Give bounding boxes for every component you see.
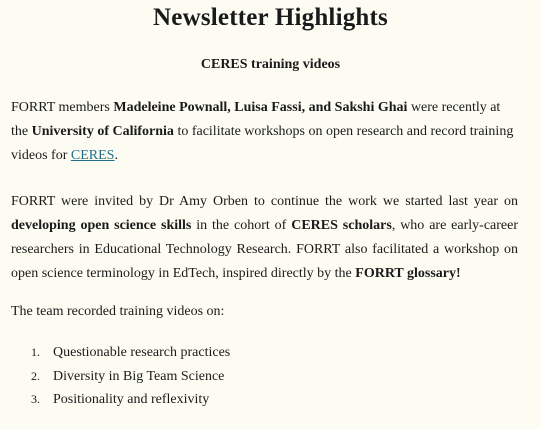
list-text: Questionable research practices [53,345,231,360]
video-topics-list [11,341,511,412]
text: . [114,148,118,163]
list-text: Diversity in Big Team Science [53,368,225,384]
bold-glossary: FORRT glossary! [355,266,461,281]
paragraph-workshops [11,96,518,168]
list-number: 2. [31,368,40,383]
bold-scholars: CERES scholars [291,218,392,233]
university-name: University of California [31,124,174,139]
text: FORRT members [11,100,114,115]
paragraph-invitation [11,190,518,286]
list-number: 3. [31,392,40,406]
list-item [11,341,511,365]
bold-skills: developing open science skills [11,218,192,233]
paragraph-videos-intro: The team recorded training videos on: [11,304,225,319]
text: FORRT were invited by Dr Amy Orben to continue the work we started last year on [11,194,518,209]
text: in the cohort of [191,218,292,233]
text: to facilitate workshops on open research and record training videos for [11,124,514,163]
list-number: 1. [31,345,40,359]
list-text: Positionality and reflexivity [53,392,210,407]
text: were recently at the [11,100,501,139]
list-item [11,388,511,412]
text: , who are early-career researchers in Educational Technology Research. FORRT also facilitated a workshop on open science terminology in EdTech, inspired directly by the [11,218,519,281]
section-title: CERES training videos [200,57,341,72]
newsletter-title: Newsletter Highlights [153,4,388,31]
members-names: Madeleine Pownall, Luisa Fassi, and Sakshi Ghai [113,100,408,115]
ceres-link[interactable]: CERES [70,148,115,163]
list-item [11,365,511,389]
